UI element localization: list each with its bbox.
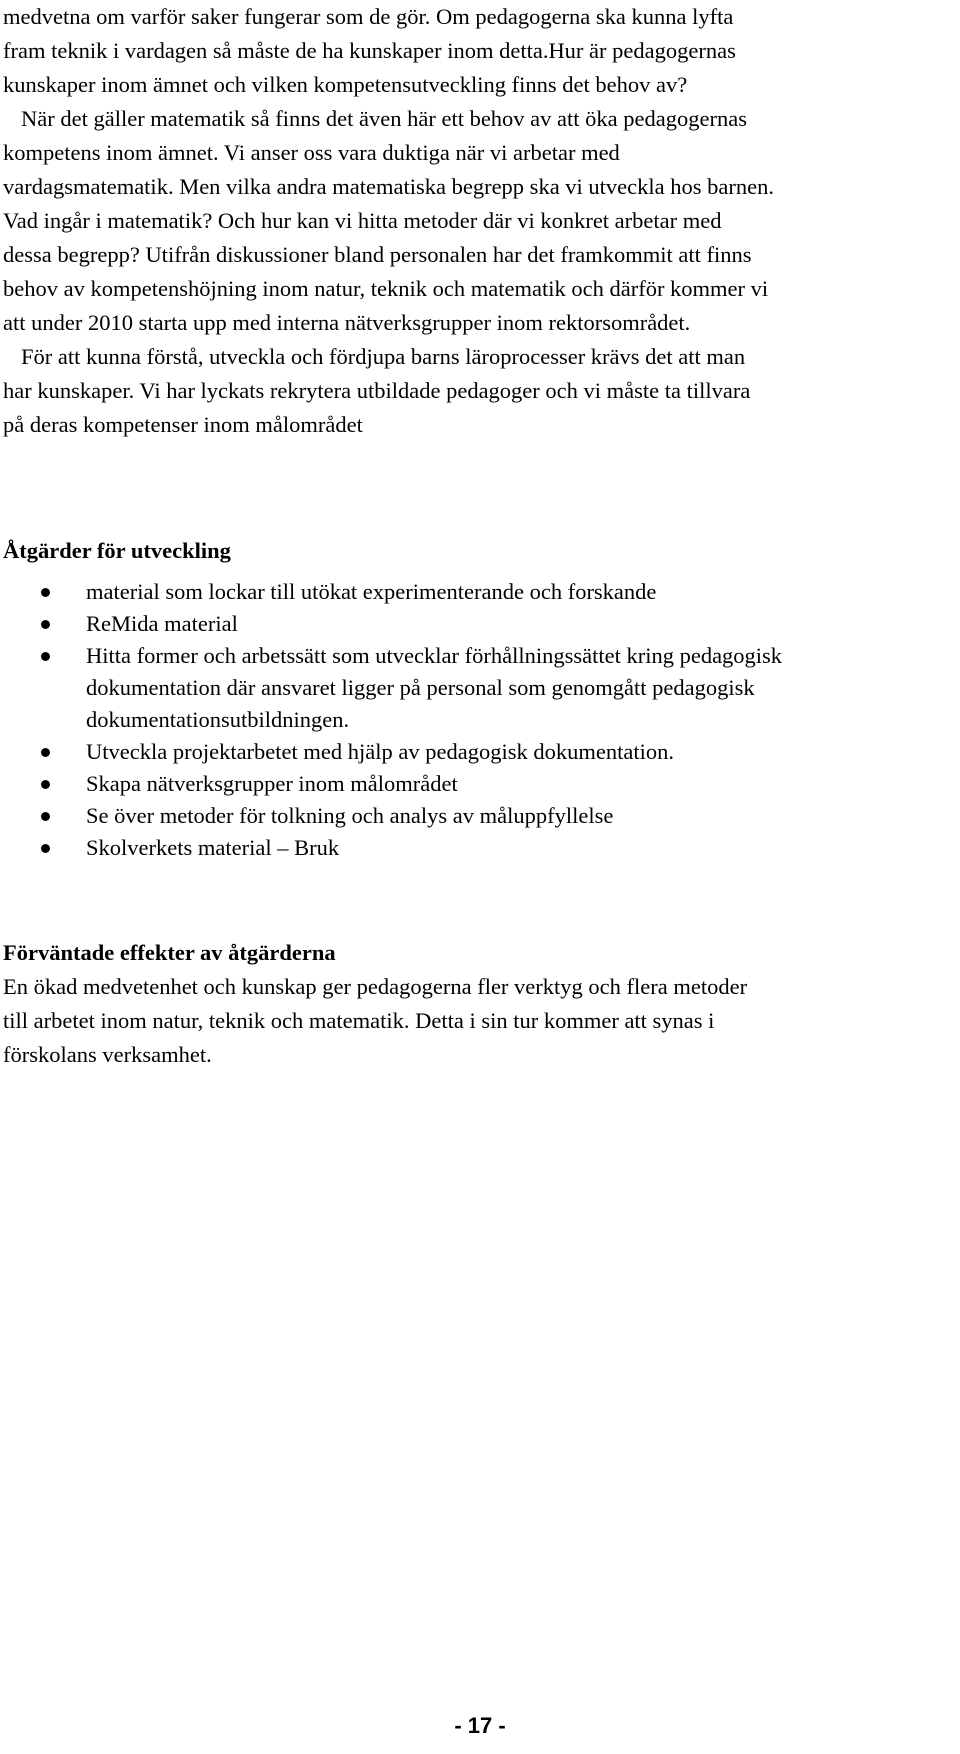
page-number: - 17 - — [454, 1713, 506, 1738]
effects-paragraph — [3, 970, 948, 1072]
bullet-icon — [41, 748, 50, 757]
list-item-text: Skapa nätverksgrupper inom målområdet — [86, 771, 458, 796]
text-line: Vad ingår i matematik? Och hur kan vi hitta metoder där vi konkret arbetar med — [3, 208, 722, 233]
text-line: kompetens inom ämnet. Vi anser oss vara duktiga när vi arbetar med — [3, 140, 620, 165]
list-item-text: Hitta former och arbetssätt som utvecklar förhållningssättet kring pedagogisk — [86, 643, 783, 668]
list-item-text: dokumentation där ansvaret ligger på personal som genomgått pedagogisk — [86, 675, 755, 700]
bullet-icon — [41, 652, 50, 661]
text-line: En ökad medvetenhet och kunskap ger pedagogerna fler verktyg och flera metoder — [3, 974, 748, 999]
list-item — [0, 576, 960, 608]
bullet-icon — [41, 812, 50, 821]
list-item-text: dokumentationsutbildningen. — [86, 707, 350, 732]
text-line: vardagsmatematik. Men vilka andra matematiska begrepp ska vi utveckla hos barnen. — [3, 174, 774, 199]
list-item — [0, 800, 960, 832]
text-line: har kunskaper. Vi har lyckats rekrytera utbildade pedagoger och vi måste ta tillvara — [3, 378, 751, 403]
list-item — [0, 768, 960, 800]
effects-heading: Förväntade effekter av åtgärderna — [3, 940, 336, 965]
list-item-text: Skolverkets material – Bruk — [86, 835, 340, 860]
text-line: förskolans verksamhet. — [3, 1042, 212, 1067]
list-item — [0, 640, 960, 736]
actions-heading: Åtgärder för utveckling — [3, 538, 231, 563]
list-item-text: Utveckla projektarbetet med hjälp av pedagogisk dokumentation. — [86, 739, 674, 764]
bullet-icon — [41, 844, 50, 853]
list-item-text: material som lockar till utökat experimenterande och forskande — [86, 579, 657, 604]
text-line: kunskaper inom ämnet och vilken kompetensutveckling finns det behov av? — [3, 72, 688, 97]
text-line: till arbetet inom natur, teknik och matematik. Detta i sin tur kommer att synas i — [3, 1008, 715, 1033]
bullet-icon — [41, 620, 50, 629]
intro-paragraph — [3, 0, 948, 442]
list-item-text: Se över metoder för tolkning och analys av måluppfyllelse — [86, 803, 614, 828]
text-line: att under 2010 starta upp med interna nätverksgrupper inom rektorsområdet. — [3, 310, 691, 335]
text-line: på deras kompetenser inom målområdet — [3, 412, 363, 437]
text-line: För att kunna förstå, utveckla och fördjupa barns läroprocesser krävs det att man — [21, 344, 746, 369]
list-item — [0, 832, 960, 864]
list-item — [0, 608, 960, 640]
text-line: behov av kompetenshöjning inom natur, teknik och matematik och därför kommer vi — [3, 276, 769, 301]
text-line: fram teknik i vardagen så måste de ha kunskaper inom detta.Hur är pedagogernas — [3, 38, 736, 63]
actions-list — [0, 576, 960, 864]
text-line: medvetna om varför saker fungerar som de gör. Om pedagogerna ska kunna lyfta — [3, 4, 734, 29]
bullet-icon — [41, 588, 50, 597]
bullet-icon — [41, 780, 50, 789]
list-item — [0, 736, 960, 768]
text-line: När det gäller matematik så finns det även här ett behov av att öka pedagogernas — [21, 106, 747, 131]
text-line: dessa begrepp? Utifrån diskussioner bland personalen har det framkommit att finns — [3, 242, 752, 267]
list-item-text: ReMida material — [86, 611, 238, 636]
